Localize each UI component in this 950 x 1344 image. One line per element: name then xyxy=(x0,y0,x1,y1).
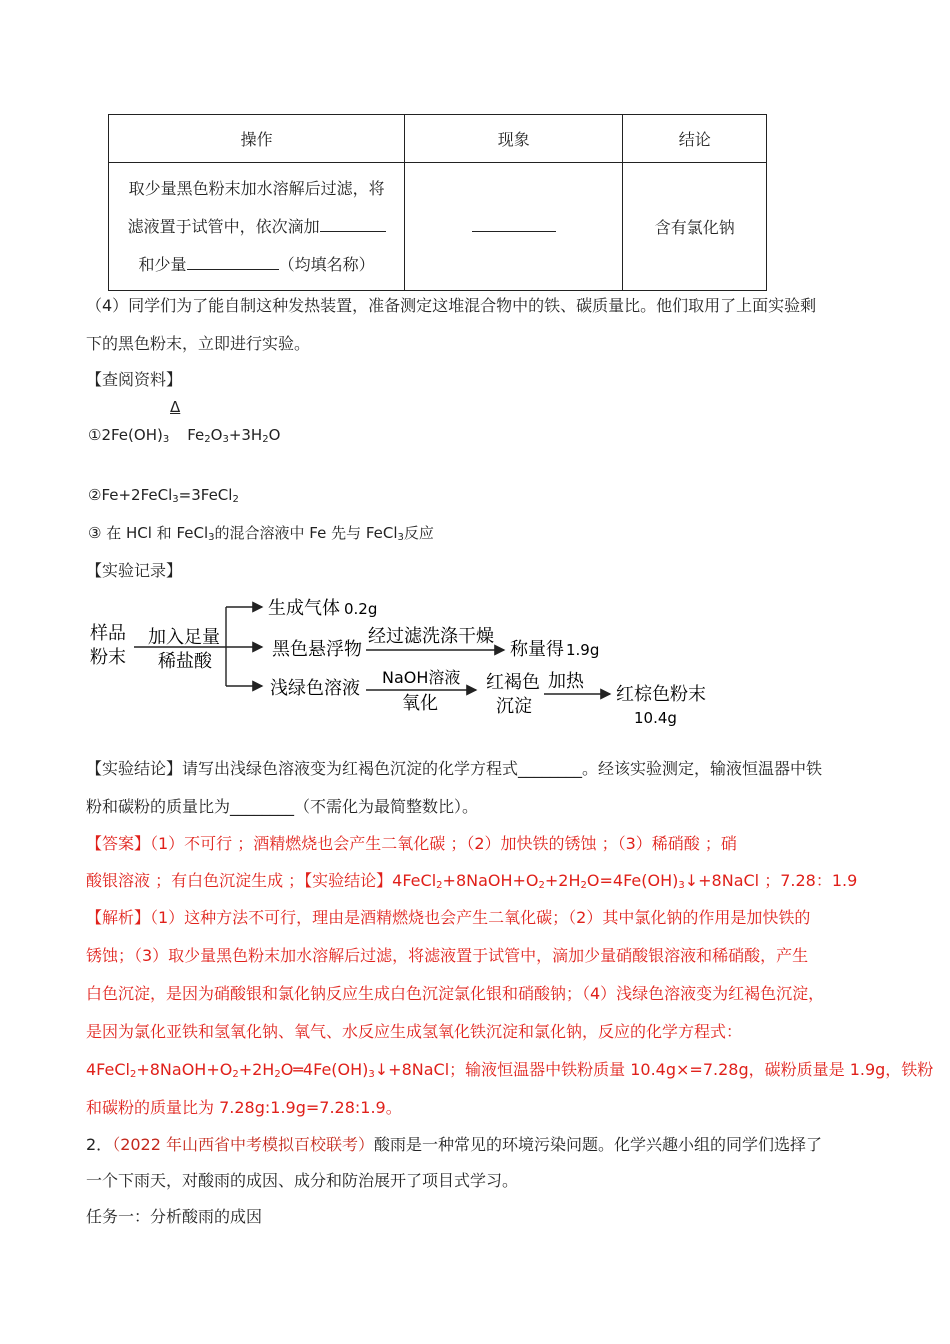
operation-line-1: 取少量黑色粉末加水溶解后过滤，将 xyxy=(128,178,385,198)
q2-line-1: 2．（2022 年山西省中考模拟百校联考）酸雨是一种常见的环境污染问题。化学兴趣小组的同学们选择了 xyxy=(86,1135,823,1154)
operation-line-2: 滤液置于试管中，依次滴加 xyxy=(115,208,398,246)
answer-line-1: 【答案】（1）不可行 ；酒精燃烧也会产生二氧化碳 ；（2）加快铁的锈蚀 ；（3）稀硝酸 ；硝 xyxy=(86,834,737,853)
operation-line-3: 和少量 （均填名称） xyxy=(138,254,375,274)
q2-line-2: 一个下雨天，对酸雨的成因、成分和防治展开了项目式学习。 xyxy=(86,1171,519,1190)
weigh-label: 称量得 xyxy=(510,639,564,660)
heat-label: 加热 xyxy=(548,671,584,692)
analysis-line-3: 白色沉淀，是因为硝酸银和氯化钠反应生成白色沉淀氯化银和硝酸钠；（4）浅绿色溶液变为红褐色沉淀， xyxy=(86,984,825,1003)
reaction-2: ②Fe+2FeCl$_3$=3FeCl$_2$ xyxy=(88,486,239,505)
reaction-3: ③ 在 HCl 和 FeCl$_3$的混合溶液中 Fe 先与 FeCl$_3$反应 xyxy=(88,524,434,543)
delta-symbol: Δ xyxy=(170,398,181,416)
operation-cell xyxy=(109,163,405,291)
sample-label-2: 粉末 xyxy=(90,647,126,668)
powder-label: 红棕色粉末 xyxy=(616,684,706,705)
record-heading: 【实验记录】 xyxy=(86,561,183,580)
analysis-line-4: 是因为氯化亚铁和氢氧化钠、氧气、水反应生成氢氧化铁沉淀和氯化钠，反应的化学方程式： xyxy=(86,1022,743,1041)
green-label: 浅绿色溶液 xyxy=(270,678,360,699)
header-phenomenon: 现象 xyxy=(405,115,623,163)
oxidize-label: 氧化 xyxy=(402,693,438,714)
add-acid-bottom: 稀盐酸 xyxy=(158,651,212,672)
sample-label-1: 样品 xyxy=(90,623,126,644)
phenomenon-cell xyxy=(405,163,623,291)
phenomenon-blank xyxy=(472,231,556,232)
reagent-blank-1 xyxy=(320,231,386,232)
gas-mass: 0.2g xyxy=(344,600,378,618)
powder-mass: 10.4g xyxy=(634,709,677,727)
black-label: 黑色悬浮物 xyxy=(272,639,362,660)
q4-line-2: 下的黑色粉末，立即进行实验。 xyxy=(86,334,311,353)
filter-label: 经过滤洗涤干燥 xyxy=(368,626,494,647)
add-acid-top: 加入足量 xyxy=(148,627,220,648)
reagent-blank-2 xyxy=(187,269,279,270)
info-heading: 【查阅资料】 xyxy=(86,370,183,389)
analysis-line-2: 锈蚀；（3）取少量黑色粉末加水溶解后过滤，将滤液置于试管中，滴加少量硝酸银溶液和稀硝酸，产生 xyxy=(86,946,809,965)
reaction-1: $①2Fe(OH)_3$ $Fe_2O_3+3H_2O$ xyxy=(88,426,281,445)
conclusion-line-2: 粉和碳粉的质量比为________（不需化为最简整数比）。 xyxy=(86,797,479,816)
experiment-table xyxy=(108,114,767,291)
gas-label: 生成气体 xyxy=(268,598,340,619)
answer-line-2: 酸银溶液 ；有白色沉淀生成 ；【实验结论】$4FeCl_2+8NaOH+O_2+2H_2O=4Fe(OH)_3↓+8NaCl$ ；7.28：1.9 xyxy=(86,871,858,891)
naoh-label: NaOH溶液 xyxy=(382,668,461,687)
q4-line-1: （4）同学们为了能自制这种发热装置，准备测定这堆混合物中的铁、碳质量比。他们取用了上面实验剩 xyxy=(86,296,817,315)
header-conclusion: 结论 xyxy=(623,115,767,163)
header-operation: 操作 xyxy=(109,115,405,163)
q2-source: （2022 年山西省中考模拟百校联考） xyxy=(112,1135,374,1154)
conclusion-line-1: 【实验结论】请写出浅绿色溶液变为红褐色沉淀的化学方程式________。经该实验测定，输液恒温器中铁 xyxy=(86,759,823,778)
analysis-line-1: 【解析】（1）这种方法不可行，理由是酒精燃烧也会产生二氧化碳；（2）其中氯化钠的作用是加快铁的 xyxy=(86,908,811,927)
q2-task1: 任务一：分析酸雨的成因 xyxy=(86,1207,263,1226)
analysis-line-6: 和碳粉的质量比为 7.28g:1.9g=7.28:1.9。 xyxy=(86,1098,402,1117)
weigh-mass: 1.9g xyxy=(566,641,600,659)
red-ppt-label-1: 红褐色 xyxy=(486,672,540,693)
conclusion-cell: 含有氯化钠 xyxy=(623,163,767,291)
analysis-line-5: $4FeCl_2+8NaOH+O_2+2H_2O═4Fe(OH)_3↓+8NaCl$；输液恒温器中铁粉质量 10.4g×=7.28g，碳粉质量是 1.9g，铁粉 xyxy=(86,1060,934,1080)
experiment-flow-diagram xyxy=(86,590,726,730)
red-ppt-label-2: 沉淀 xyxy=(496,696,532,717)
